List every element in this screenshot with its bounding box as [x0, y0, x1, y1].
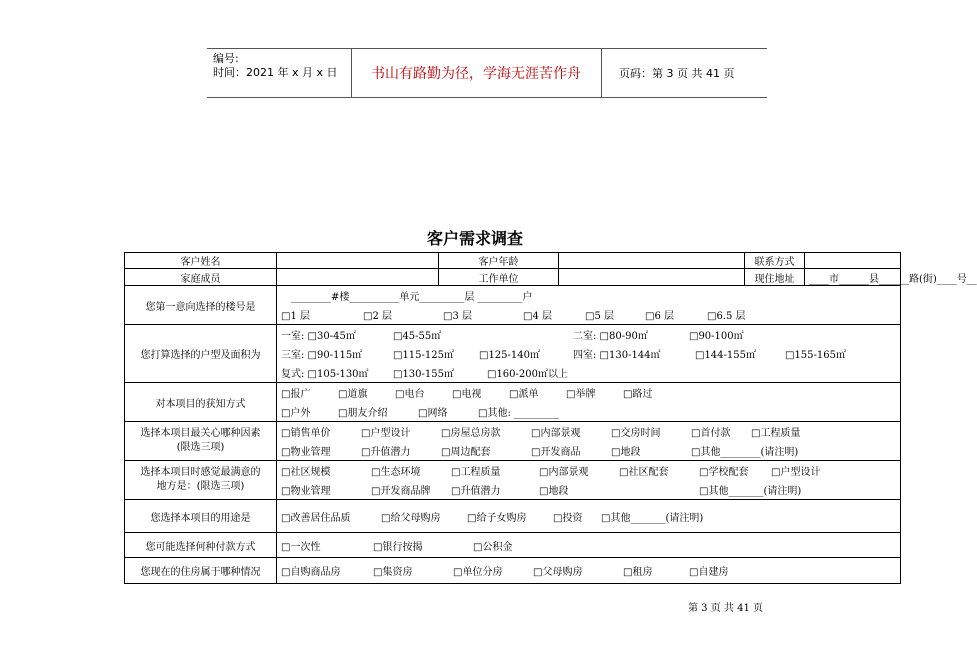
option-checkbox[interactable]: □派单 — [509, 389, 539, 400]
option-checkbox[interactable]: □155-165㎡ — [785, 350, 847, 361]
customer-age-label: 客户年龄 — [439, 253, 559, 269]
page-footer: 第 3 页 共 41 页 — [688, 603, 763, 614]
option-checkbox[interactable]: □给父母购房 — [381, 512, 441, 524]
q1-row — [125, 286, 901, 325]
q3-label: 对本项目的获知方式 — [125, 383, 277, 422]
q6-label: 您选择本项目的用途是 — [125, 500, 277, 533]
q1-options — [277, 286, 901, 325]
option-checkbox[interactable]: □内部景观 — [539, 467, 589, 478]
option-checkbox[interactable]: □电台 — [395, 389, 425, 400]
q5-row — [125, 461, 901, 500]
option-checkbox[interactable]: □生态环境 — [371, 467, 421, 478]
option-checkbox[interactable]: □地段 — [611, 447, 641, 458]
option-checkbox[interactable]: □其他________(请注明) — [691, 447, 799, 458]
option-checkbox[interactable]: □一次性 — [281, 541, 321, 553]
document-header — [207, 48, 767, 98]
serial-label: 编号: — [213, 52, 239, 65]
family-field[interactable] — [277, 269, 439, 286]
header-divider — [601, 49, 602, 97]
option-checkbox[interactable]: □户型设计 — [361, 428, 411, 439]
option-checkbox[interactable]: □内部景观 — [531, 428, 581, 439]
q7-label: 您可能选择何种付款方式 — [125, 533, 277, 558]
address-field[interactable]: ____市______县______路(街)____号__ — [805, 269, 901, 286]
option-checkbox[interactable]: □交房时间 — [611, 428, 661, 439]
q8-label: 您现在的住房属于哪种情况 — [125, 558, 277, 584]
option-checkbox[interactable]: □工程质量 — [451, 467, 501, 478]
option-checkbox[interactable]: □学校配套 — [699, 467, 749, 478]
option-checkbox[interactable]: □给子女购房 — [467, 512, 527, 524]
option-checkbox[interactable]: □125-140㎡ — [479, 350, 541, 361]
info-row-1 — [125, 253, 901, 269]
option-checkbox[interactable]: □户型设计 — [771, 467, 821, 478]
q7-options — [277, 533, 901, 558]
option-checkbox[interactable]: □租房 — [623, 567, 653, 578]
option-checkbox[interactable]: □社区规模 — [281, 467, 331, 478]
option-checkbox[interactable]: □升值潜力 — [451, 486, 501, 497]
customer-age-field[interactable] — [559, 253, 745, 269]
contact-label: 联系方式 — [745, 253, 805, 269]
option-checkbox[interactable]: □工程质量 — [751, 428, 801, 439]
option-checkbox[interactable]: 复式: □105-130㎡ — [281, 369, 369, 380]
option-checkbox[interactable]: □销售单价 — [281, 428, 331, 439]
q2-label: 您打算选择的户型及面积为 — [125, 325, 277, 383]
q4-label: 选择本项目最关心哪种因素 (限选三项) — [125, 422, 277, 461]
q4-row — [125, 422, 901, 461]
work-label: 工作单位 — [439, 269, 559, 286]
option-checkbox[interactable]: □1 层 — [281, 311, 310, 322]
option-checkbox[interactable]: □开发商品 — [531, 447, 581, 458]
option-checkbox[interactable]: □5 层 — [585, 311, 614, 322]
option-checkbox[interactable]: □物业管理 — [281, 447, 331, 458]
option-checkbox[interactable]: □6 层 — [645, 311, 674, 322]
contact-field[interactable] — [805, 253, 901, 269]
option-checkbox[interactable]: □举牌 — [566, 389, 596, 400]
option-checkbox[interactable]: □房屋总房款 — [441, 428, 501, 439]
option-checkbox[interactable]: □路过 — [623, 389, 653, 400]
option-checkbox[interactable]: □单位分房 — [453, 567, 503, 578]
option-checkbox[interactable]: □自购商品房 — [281, 567, 341, 578]
option-checkbox[interactable]: □升值潜力 — [361, 447, 411, 458]
info-row-2 — [125, 269, 901, 286]
option-checkbox[interactable]: 二室: □80-90㎡ — [573, 331, 648, 342]
q2-options — [277, 325, 901, 383]
option-checkbox[interactable]: □其他_______(请注明) — [601, 512, 704, 524]
q3-options — [277, 383, 901, 422]
option-checkbox[interactable]: □2 层 — [363, 311, 392, 322]
option-checkbox[interactable]: □首付款 — [691, 428, 731, 439]
option-checkbox[interactable]: □开发商品牌 — [371, 486, 431, 497]
q6-row — [125, 500, 901, 533]
survey-table — [124, 252, 977, 584]
q4-options — [277, 422, 901, 461]
q8-options — [277, 558, 901, 584]
option-checkbox[interactable]: □自建房 — [689, 567, 729, 578]
q7-row — [125, 533, 901, 558]
option-checkbox[interactable]: □社区配套 — [619, 467, 669, 478]
q5-options — [277, 461, 901, 500]
option-checkbox[interactable]: □投资 — [553, 512, 583, 524]
page-title: 客户需求调查 — [426, 229, 523, 248]
option-checkbox[interactable]: □道旗 — [338, 389, 368, 400]
building-unit-input[interactable]: ________#楼__________单元_________层 _________户 — [291, 292, 533, 303]
family-label: 家庭成员 — [125, 269, 277, 286]
option-checkbox[interactable]: □周边配套 — [441, 447, 491, 458]
q6-options — [277, 500, 901, 533]
option-checkbox[interactable]: □集资房 — [373, 567, 413, 578]
option-checkbox[interactable]: 一室: □30-45㎡ — [281, 331, 356, 342]
option-checkbox[interactable]: □6.5 层 — [707, 311, 746, 322]
customer-name-field[interactable] — [277, 253, 439, 269]
option-checkbox[interactable]: □160-200㎡以上 — [487, 369, 569, 380]
option-checkbox[interactable]: □改善居住品质 — [281, 512, 351, 524]
option-checkbox[interactable]: □144-155㎡ — [695, 350, 757, 361]
work-field[interactable] — [559, 269, 745, 286]
option-checkbox[interactable]: □公积金 — [473, 541, 513, 553]
option-checkbox[interactable]: □电视 — [452, 389, 482, 400]
q1-label: 您第一意向选择的楼号是 — [125, 286, 277, 325]
header-motto: 书山有路勤为径，学海无涯苦作舟 — [371, 66, 581, 82]
option-checkbox[interactable]: □地段 — [539, 486, 569, 497]
option-checkbox[interactable]: □90-100㎡ — [689, 331, 744, 342]
address-label: 现住地址 — [745, 269, 805, 286]
option-checkbox[interactable]: □其他_______(请注明) — [699, 486, 802, 497]
option-checkbox[interactable]: □银行按揭 — [373, 541, 423, 553]
option-checkbox[interactable]: □户外 — [281, 408, 311, 419]
customer-name-label: 客户姓名 — [125, 253, 277, 269]
option-checkbox[interactable]: □其他: _________ — [478, 408, 559, 419]
q8-row — [125, 558, 901, 584]
option-checkbox[interactable]: □4 层 — [523, 311, 552, 322]
q2-row — [125, 325, 901, 383]
header-page-label: 页码：第 3 页 共 41 页 — [619, 67, 735, 80]
option-checkbox[interactable]: □3 层 — [443, 311, 472, 322]
option-checkbox[interactable]: □朋友介绍 — [338, 408, 388, 419]
q3-row — [125, 383, 901, 422]
option-checkbox[interactable]: 四室: □130-144㎡ — [573, 350, 661, 361]
option-checkbox[interactable]: □网络 — [418, 408, 448, 419]
q5-label: 选择本项目时感觉最满意的 地方是：(限选三项) — [125, 461, 277, 500]
option-checkbox[interactable]: □45-55㎡ — [393, 331, 442, 342]
option-checkbox[interactable]: □报广 — [281, 389, 311, 400]
option-checkbox[interactable]: □父母购房 — [533, 567, 583, 578]
time-label: 时间：2021 年 x 月 x 日 — [213, 66, 338, 79]
option-checkbox[interactable]: □115-125㎡ — [393, 350, 455, 361]
option-checkbox[interactable]: 三室: □90-115㎡ — [281, 350, 363, 361]
header-meta — [213, 52, 338, 80]
option-checkbox[interactable]: □物业管理 — [281, 486, 331, 497]
option-checkbox[interactable]: □130-155㎡ — [393, 369, 455, 380]
